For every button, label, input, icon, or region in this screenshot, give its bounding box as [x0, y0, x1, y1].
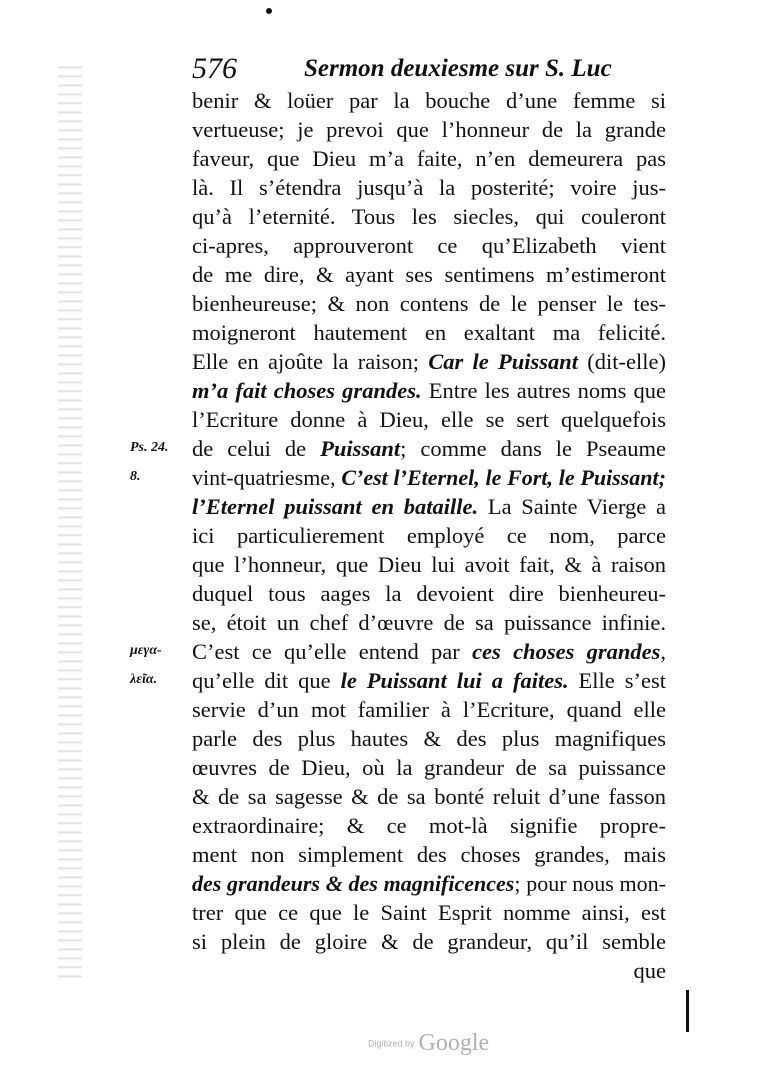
- text-segment: & de sa sagesse & de sa bonté reluit d’une fasson: [192, 784, 666, 809]
- digitized-by-label: Digitized by: [368, 1038, 415, 1049]
- catchword: que: [633, 958, 666, 983]
- text-segment: bienheureuse; & non contens de le penser le tes-: [192, 291, 666, 316]
- body-text: [192, 86, 666, 985]
- margin-note: 8.: [130, 469, 141, 484]
- text-segment: vint-quatriesme,: [192, 465, 342, 490]
- text-segment: parle des plus hautes & des plus magnifiques: [192, 726, 666, 751]
- text-line: [192, 202, 666, 231]
- text-line: [192, 86, 666, 115]
- margin-note: Ps. 24.: [130, 440, 169, 455]
- page-header: [192, 52, 672, 86]
- text-line: [192, 492, 666, 521]
- text-segment: C’est ce qu’elle entend par: [192, 639, 473, 664]
- running-title: Sermon deuxiesme sur S. Luc: [304, 55, 612, 82]
- text-line: [192, 869, 666, 898]
- google-logo: Google: [418, 1030, 490, 1056]
- text-segment: ; comme dans le Pseaume: [400, 436, 666, 461]
- text-line: [192, 753, 666, 782]
- margin-note: λεῖα.: [130, 672, 158, 687]
- italic-segment: Puissant: [320, 436, 401, 461]
- text-segment: ,: [660, 639, 666, 664]
- page-binding-shadow: [58, 60, 82, 980]
- text-segment: Entre les autres noms que: [421, 378, 667, 403]
- text-line: [192, 173, 666, 202]
- text-segment: ci-apres, approuveront ce qu’Elizabeth vient: [192, 233, 666, 258]
- text-segment: La Sainte Vierge a: [478, 494, 667, 519]
- page-edge-mark: [686, 990, 689, 1032]
- text-line: [192, 666, 666, 695]
- text-segment: vertueuse; je prevoi que l’honneur de la grande: [192, 117, 666, 142]
- text-line: [192, 463, 666, 492]
- text-segment: de celui de: [192, 436, 321, 461]
- text-segment: se, étoit un chef d’œuvre de sa puissance infinie.: [192, 610, 666, 635]
- text-segment: benir & loüer par la bouche d’une femme si: [192, 88, 666, 113]
- text-segment: ment non simplement des choses grandes, mais: [192, 842, 666, 867]
- italic-segment: des grandeurs & des magnificences: [192, 871, 515, 896]
- text-segment: moigneront hautement en exaltant ma felicité.: [192, 320, 666, 345]
- text-line: [192, 347, 666, 376]
- italic-segment: l’Eternel puissant en bataille.: [192, 494, 479, 519]
- text-segment: ; pour nous mon-: [514, 871, 666, 896]
- text-segment: faveur, que Dieu m’a faite, n’en demeurera pas: [192, 146, 666, 171]
- text-line: [192, 405, 666, 434]
- text-segment: que l’honneur, que Dieu lui avoit fait, & à raison: [192, 552, 666, 577]
- text-line: [192, 318, 666, 347]
- text-line: [192, 521, 666, 550]
- italic-segment: m’a fait choses grandes.: [192, 378, 422, 403]
- text-segment: l’Ecriture donne à Dieu, elle se sert quelquefois: [192, 407, 666, 432]
- text-segment: Elle en ajoûte la raison;: [192, 349, 429, 374]
- text-line: [192, 608, 666, 637]
- text-line: [192, 434, 666, 463]
- italic-segment: le Puissant lui a faites.: [340, 668, 569, 693]
- text-line: [192, 376, 666, 405]
- text-segment: extraordinaire; & ce mot-là signifie propre-: [192, 813, 666, 838]
- text-segment: ici particulierement employé ce nom, parce: [192, 523, 666, 548]
- italic-segment: ces choses grandes: [472, 639, 661, 664]
- text-segment: œuvres de Dieu, où la grandeur de sa puissance: [192, 755, 666, 780]
- text-segment: Elle s’est: [568, 668, 666, 693]
- text-line: [192, 289, 666, 318]
- text-segment: là. Il s’étendra jusqu’à la posterité; voire jus-: [192, 175, 666, 200]
- text-line: [192, 811, 666, 840]
- digitized-footer: [368, 1030, 489, 1060]
- text-line: [192, 260, 666, 289]
- text-segment: de me dire, & ayant ses sentimens m’estimeront: [192, 262, 666, 287]
- text-segment: qu’elle dit que: [192, 668, 341, 693]
- text-line: [192, 695, 666, 724]
- text-line: [192, 898, 666, 927]
- text-segment: qu’à l’eternité. Tous les siecles, qui couleront: [192, 204, 666, 229]
- text-line: [192, 782, 666, 811]
- text-line: [192, 144, 666, 173]
- text-segment: (dit-elle): [578, 349, 666, 374]
- text-line: [192, 637, 666, 666]
- text-segment: servie d’un mot familier à l’Ecriture, quand elle: [192, 697, 666, 722]
- italic-segment: Car le Puissant: [428, 349, 579, 374]
- text-line: [192, 579, 666, 608]
- margin-note: μεγα-: [130, 643, 162, 658]
- text-line: [192, 550, 666, 579]
- text-segment: si plein de gloire & de grandeur, qu’il semble: [192, 929, 666, 954]
- page-number: 576: [192, 52, 237, 85]
- text-segment: duquel tous aages la devoient dire bienheureu-: [192, 581, 666, 606]
- italic-segment: C’est l’Eternel, le Fort, le Puissant;: [341, 465, 666, 490]
- text-segment: trer que ce que le Saint Esprit nomme ainsi, est: [192, 900, 666, 925]
- ink-speck: [266, 8, 272, 14]
- text-line: [192, 724, 666, 753]
- text-line: [192, 231, 666, 260]
- text-line: [192, 927, 666, 956]
- text-line: [192, 840, 666, 869]
- text-line: [192, 115, 666, 144]
